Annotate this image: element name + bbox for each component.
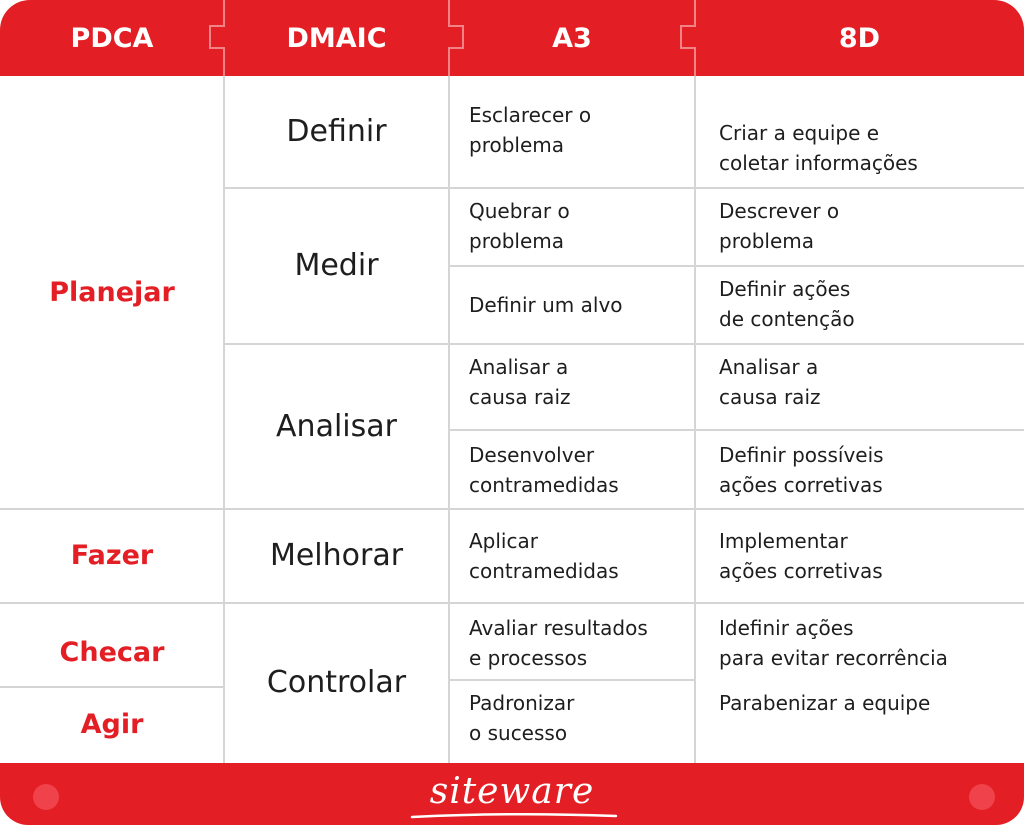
a3-step: Padronizar o sucesso <box>469 691 575 745</box>
pdca-fazer: Fazer <box>70 540 154 571</box>
a3-step: Quebrar o problema <box>469 199 570 253</box>
8d-step: Implementar ações corretivas <box>719 529 883 583</box>
dmaic-analisar: Analisar <box>276 408 397 444</box>
8d-step: Criar a equipe e coletar informações <box>719 121 918 175</box>
8d-step: Parabenizar a equipe <box>719 691 931 715</box>
a3-step: Esclarecer o problema <box>469 103 592 157</box>
dmaic-medir: Medir <box>294 248 379 283</box>
a3-step: Avaliar resultados e processos <box>469 616 648 670</box>
pdca-planejar: Planejar <box>49 276 175 308</box>
header-8d: 8D <box>838 22 881 54</box>
8d-step: Descrever o problema <box>719 199 840 253</box>
a3-step: Desenvolver contramedidas <box>469 443 619 497</box>
footer-bar <box>0 763 1024 825</box>
8d-step: Analisar a causa raiz <box>719 355 821 409</box>
a3-step: Aplicar contramedidas <box>469 529 619 583</box>
dmaic-controlar: Controlar <box>266 665 407 700</box>
header-a3: A3 <box>552 22 592 54</box>
header-pdca: PDCA <box>70 22 154 54</box>
dmaic-definir: Definir <box>286 114 387 149</box>
logo-underline-icon <box>410 811 620 821</box>
8d-step: Idefinir ações para evitar recorrência <box>719 616 948 670</box>
pdca-checar: Checar <box>59 637 165 668</box>
dmaic-melhorar: Melhorar <box>269 538 404 573</box>
a3-step: Analisar a causa raiz <box>469 355 571 409</box>
8d-step: Definir possíveis ações corretivas <box>719 443 884 497</box>
a3-step: Definir um alvo <box>469 293 623 317</box>
siteware-logo: siteware <box>429 771 595 812</box>
8d-step: Definir ações de contenção <box>719 277 855 331</box>
pdca-agir: Agir <box>80 709 144 740</box>
header-dmaic: DMAIC <box>286 22 387 54</box>
